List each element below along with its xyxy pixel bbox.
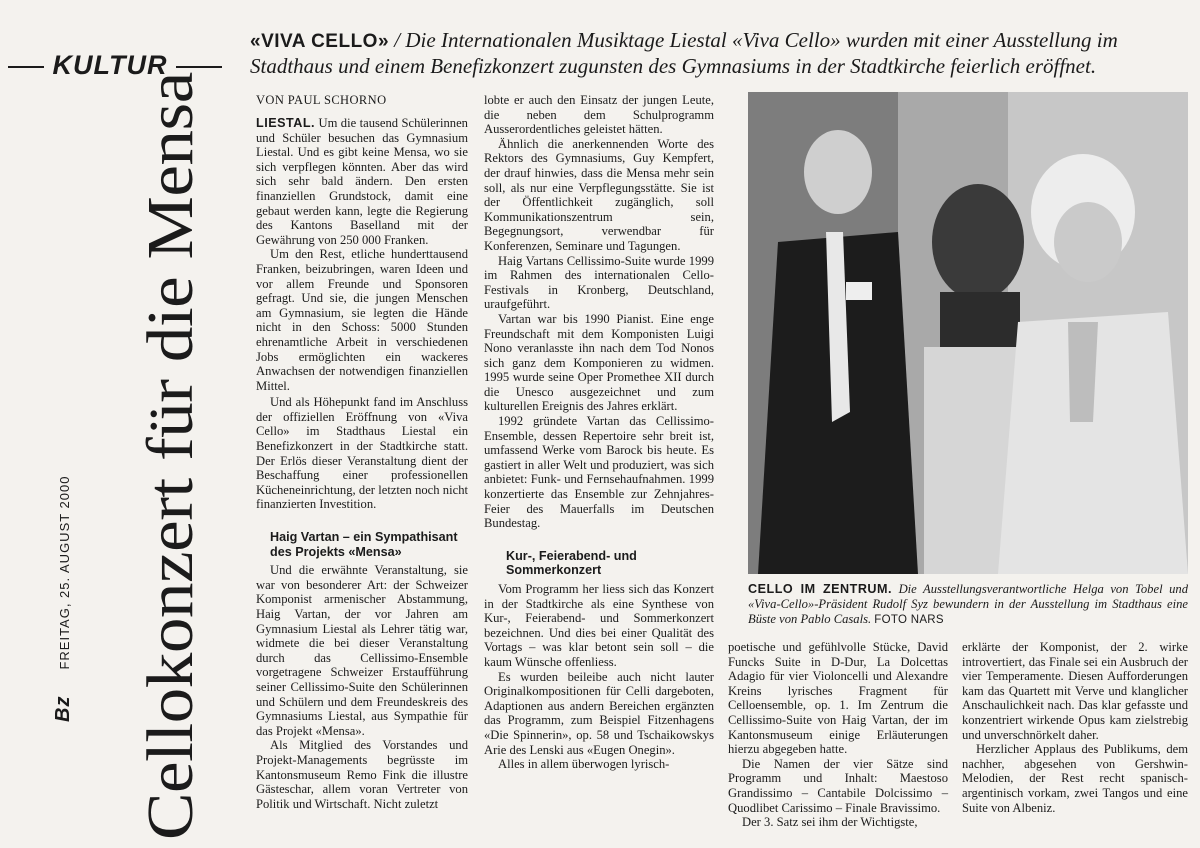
byline: VON PAUL SCHORNO — [256, 93, 387, 107]
photo-illustration — [748, 92, 1188, 574]
paragraph: Ähnlich die anerkennenden Worte des Rektors des Gymnasiums, Guy Kempfert, der drauf hinwies, dass die Mensa mehr sein soll, als nur eine Verpflegungsstätte. Sie ist der Öffentlichkeit zugänglich, soll Kommunikationszentrum sein, Begegnungsort, verwendbar für Konferenzen, Seminare und Tagungen. — [484, 136, 714, 253]
article-deck — [250, 28, 1190, 80]
paragraph: Es wurden beileibe auch nicht lauter Originalkompositionen für Celli dargeboten, Adaptionen aus andern Bereichen ergänzten das Programm, zum Beispiel Fitzenhagens «Die Spinnerin», op. 58 und Tschaikowskys Arie des Lenski aus «Eugen Onegin». — [484, 669, 714, 757]
article-column-1 — [256, 116, 468, 811]
paragraph: Die Namen der vier Sätze sind Programm und Inhalt: Maestoso Grandissimo – Cantabile Dolcissimo – Quodlibet Carissimo – Finale Bravissimo. — [728, 756, 948, 815]
paragraph: Alles in allem überwogen lyrisch- — [498, 757, 670, 772]
paragraph: 1992 gründete Vartan das Cellissimo-Ensemble, dessen Repertoire sehr breit ist, umfassend Werke vom Barock bis heute. Es gastiert in aller Welt und produziert, was sich anbietet: Funk- und Fernsehaufnahmen. 1999 konzertierte das Ensemble zur Zehnjahres-Feier des Mauerfalls im Deutschen Bundestag. — [484, 414, 714, 531]
paragraph: Vom Programm her liess sich das Konzert in der Stadtkirche als eine Synthese von Kur-, Feierabend- und Sommerkonzert bezeichnen. Und dies bei einer Qualität des Vortags – was klar betont sein soll – die kaum Wünsche offenliess. — [484, 582, 714, 669]
issue-date: FREITAG, 25. AUGUST 2000 — [57, 475, 72, 670]
paragraph: Um die tausend Schülerinnen und Schüler besuchen das Gymnasium Liestal. Und es gibt keine Mensa, wo sie sich verpflegen könnten. Aber das wird sich sehr bald ändern. Den ersten finanziellen Grundstock, damit eine gebaut werden kann, legte die Regierung des Kantons Baselland mit der Gewährung von 250 000 Franken. — [256, 116, 468, 247]
paragraph: Der 3. Satz sei ihm der Wichtigste, — [742, 815, 918, 830]
paragraph: Vartan war bis 1990 Pianist. Eine enge Freundschaft mit dem Komponisten Luigi Nono veranlasste ihn nach dem Tod Nonos sich ganz dem Komponieren zu widmen. 1995 wurde seine Oper Promethee XII durch die Unesco ausgezeichnet und zum kulturellen Ereignis des Jahres erklärt. — [484, 311, 714, 414]
paragraph: erklärte der Komponist, der 2. wirke introvertiert, das Finale sei ein Ausbruch der vier Temperamente. Diesen Aufforderungen kam das Quartett mit Verve und klanglicher Anschaulichkeit nach. Das klar gefasste und konzentriert wirkende Opus kam zielstrebig und unverschnörkelt daher. — [962, 640, 1188, 742]
article-column-3 — [728, 640, 948, 830]
paragraph: Als Mitglied des Vorstandes und Projekt-Managements begrüsste im Kantonsmuseum Remo Fink die illustre Gästeschar, allem voran Vertreter von Politik und Wirtschaft. Nicht zuletzt — [256, 738, 468, 811]
article-column-4 — [962, 640, 1188, 815]
dateline: LIESTAL. — [256, 116, 316, 130]
paragraph: Und die erwähnte Veranstaltung, sie war von besonderer Art: der Schweizer Komponist armenischer Abstammung, Haig Vartan, der vor Jahren am Gymnasium Liestal als Lehrer tätig war, widmete die bei dieser Veranstaltung durch das Cellissimo-Ensemble vorgetragene Schweizer Erstaufführung seiner Cellissimo-Suite den Schülerinnen und Schülern und dem Freundeskreis des Gymnasiums Liestal, aus Sympathie für das Projekt «Mensa». — [256, 563, 468, 738]
paragraph: lobte er auch den Einsatz der jungen Leute, die neben dem Schulprogramm Ausserordentliches geleistet hätten. — [484, 93, 714, 137]
subheading: Haig Vartan – ein Sympathisant des Projekts «Mensa» — [270, 530, 458, 559]
deck-separator: / — [389, 28, 406, 52]
photo-credit: FOTO NARS — [874, 614, 944, 626]
article-column-2 — [484, 93, 714, 772]
caption-head: CELLO IM ZENTRUM. — [748, 582, 893, 596]
paragraph: Herzlicher Applaus des Publikums, dem nachher, abgesehen von Gershwin-Melodien, der Rest recht spanisch-argentinisch vorkam, zwei Tangos und eine Suite von Albeniz. — [962, 742, 1188, 815]
masthead-logo: Bz — [52, 695, 74, 722]
caption-text: Die Ausstellungsverantwortliche Helga von Tobel und «Viva-Cello»-Präsident Rudolf Syz bewundern in der Ausstellung im Stadthaus eine Büste von Pablo Casals. — [748, 582, 1188, 626]
paragraph: Und als Höhepunkt fand im Anschluss der offiziellen Eröffnung von «Viva Cello» im Stadthaus Liestal ein Benefizkonzert in der Stadtkirche statt. Der Erlös dieser Veranstaltung dient der Beschaffung einer professionellen Kücheneinrichtung, der letzten noch nicht finanzierten Investition. — [256, 395, 468, 512]
section-label: KULTUR — [8, 50, 222, 81]
masthead-strip — [52, 476, 75, 722]
paragraph: Um den Rest, etliche hunderttausend Franken, beizubringen, waren Ideen und vor allem Freunde und Sponsoren gefragt. Und sie, die jungen Menschen am Gymnasium, sie legten die Hände nicht in den Schoss: 5000 Stunden ehrenamtliche Arbeit in verschiedenen Jobs ermöglichten ein wackeres Anwachsen der notwendigen finanziellen Mittel. — [256, 247, 468, 393]
article-headline: Cellokonzert für die Mensa — [134, 72, 207, 840]
article-photo — [748, 92, 1188, 574]
paragraph: Haig Vartans Cellissimo-Suite wurde 1999 im Rahmen des internationalen Cello-Festivals in Kronberg, Deutschland, uraufgeführt. — [484, 253, 714, 312]
paragraph: poetische und gefühlvolle Stücke, David Funcks Suite in D-Dur, La Dolcettas Adagio für vier Violoncelli und Alexandre Kreins lyrisches Fragment für Celloensemble, op. 1. Im Zentrum die Cellissimo-Suite von Haig Vartan, der im Kantonsmuseum einige Erläuterungen hierzu abgegeben hatte. — [728, 640, 948, 757]
subheading: Kur-, Feierabend- und Sommerkonzert — [506, 548, 637, 578]
deck-kicker: «VIVA CELLO» — [250, 31, 390, 52]
deck-text: Die Internationalen Musiktage Liestal «Viva Cello» wurden mit einer Ausstellung im Stadthaus und einem Benefizkonzert zugunsten des Gymnasiums in der Stadtkirche feierlich eröffnet. — [250, 28, 1118, 78]
photo-caption — [748, 582, 1188, 628]
